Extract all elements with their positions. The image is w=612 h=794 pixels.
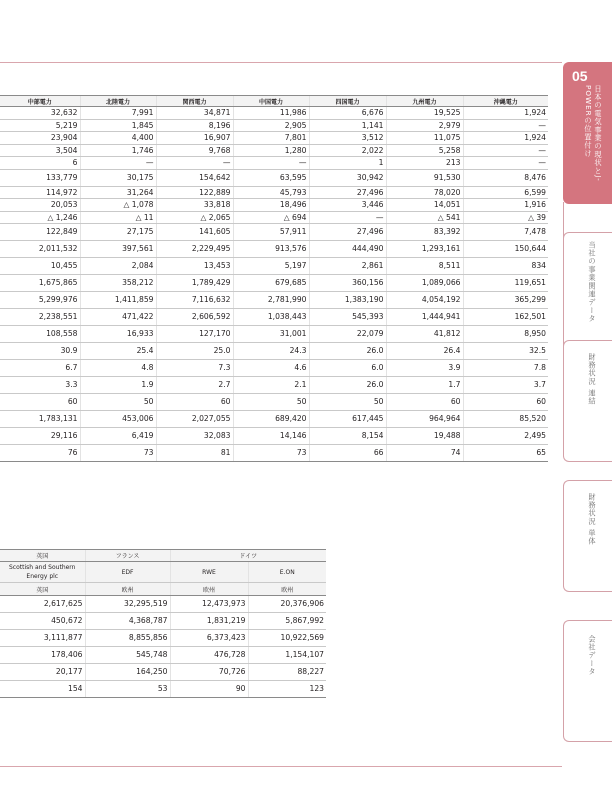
table-cell: 3,111,877 [0, 630, 85, 647]
table-cell: 2.1 [233, 377, 309, 394]
table-cell: 964,964 [386, 411, 463, 428]
table-row [0, 199, 548, 212]
column-header: 北陸電力 [80, 96, 156, 107]
region-cell: 欧州 [170, 583, 248, 596]
table-cell: 20,053 [0, 199, 80, 212]
table-cell: 453,006 [80, 411, 156, 428]
region-cell: 欧州 [85, 583, 170, 596]
region-header-row [0, 583, 326, 596]
table-cell: 162,501 [463, 309, 548, 326]
table-cell: 8,950 [463, 326, 548, 343]
table-cell: 3,504 [0, 144, 80, 157]
table-cell: 30,175 [80, 169, 156, 186]
table-cell: 122,849 [0, 224, 80, 241]
table-cell: 25.4 [80, 343, 156, 360]
table-cell: — [156, 157, 233, 170]
table-cell: 114,972 [0, 186, 80, 199]
table-row [0, 119, 548, 132]
table-cell: 7,116,632 [156, 292, 233, 309]
tab-number: 05 [572, 68, 588, 84]
table-cell: — [309, 211, 386, 224]
tab-financial-standalone[interactable] [563, 480, 612, 592]
table-cell: 6,599 [463, 186, 548, 199]
table-cell: 476,728 [170, 647, 248, 664]
table-row [0, 647, 326, 664]
table-cell: 119,651 [463, 275, 548, 292]
table-cell: 90 [170, 681, 248, 698]
tab-label: 当社の事業関連データ [588, 241, 597, 323]
table-cell: △ 1,078 [80, 199, 156, 212]
tab-company-data[interactable] [563, 620, 612, 742]
table-cell: △ 694 [233, 211, 309, 224]
table-cell: 60 [0, 394, 80, 411]
table-cell: 2,905 [233, 119, 309, 132]
table-row [0, 224, 548, 241]
table-cell: 6,373,423 [170, 630, 248, 647]
column-header: 沖縄電力 [463, 96, 548, 107]
table-cell: 73 [80, 445, 156, 462]
column-header: 九州電力 [386, 96, 463, 107]
table-cell: 450,672 [0, 613, 85, 630]
table-cell: 679,685 [233, 275, 309, 292]
table-cell: 41,812 [386, 326, 463, 343]
table-cell: 1,089,066 [386, 275, 463, 292]
table-cell: 27,496 [309, 224, 386, 241]
company-header-row [0, 562, 326, 583]
table-cell: 3.7 [463, 377, 548, 394]
table-cell: 2,229,495 [156, 241, 233, 258]
table-cell: 397,561 [80, 241, 156, 258]
table-cell: 78,020 [386, 186, 463, 199]
table-cell: 2,606,592 [156, 309, 233, 326]
table-cell: △ 1,246 [0, 211, 80, 224]
country-france: フランス [85, 550, 170, 562]
table-cell: 1.9 [80, 377, 156, 394]
table-cell: 4,368,787 [85, 613, 170, 630]
company-sse: Scottish and Southern Energy plc [0, 562, 85, 583]
table-cell: 26.0 [309, 377, 386, 394]
table-cell: 834 [463, 258, 548, 275]
company-edf: EDF [85, 562, 170, 583]
table-cell: 26.0 [309, 343, 386, 360]
table-cell: 6.0 [309, 360, 386, 377]
table-cell: 154,642 [156, 169, 233, 186]
table-cell: 11,986 [233, 107, 309, 120]
table-cell: 10,922,569 [248, 630, 326, 647]
table-cell: 1,141 [309, 119, 386, 132]
table-cell: 16,933 [80, 326, 156, 343]
table-cell: — [233, 157, 309, 170]
table-cell: 1,154,107 [248, 647, 326, 664]
table-cell: 6.7 [0, 360, 80, 377]
table-cell: 91,530 [386, 169, 463, 186]
table-cell: 5,867,992 [248, 613, 326, 630]
table-cell: 3,512 [309, 132, 386, 145]
table-cell: 24.3 [233, 343, 309, 360]
table-cell: 360,156 [309, 275, 386, 292]
overseas-utility-table [0, 549, 326, 698]
table-cell: 27,175 [80, 224, 156, 241]
table-cell: 88,227 [248, 664, 326, 681]
tab-05-japan-electric-industry[interactable] [563, 62, 612, 204]
table-cell: 2,011,532 [0, 241, 80, 258]
region-cell: 欧州 [248, 583, 326, 596]
table-cell: 1,280 [233, 144, 309, 157]
table-cell: 60 [386, 394, 463, 411]
tab-financial-consolidated[interactable] [563, 340, 612, 462]
table-cell: 913,576 [233, 241, 309, 258]
table-cell: 12,473,973 [170, 596, 248, 613]
table-cell: 5,258 [386, 144, 463, 157]
table-cell: 2,238,551 [0, 309, 80, 326]
table-cell: 1,916 [463, 199, 548, 212]
table-row [0, 211, 548, 224]
table-cell: 1 [309, 157, 386, 170]
table-row [0, 377, 548, 394]
table-cell: 50 [309, 394, 386, 411]
table-cell: 154 [0, 681, 85, 698]
table-cell: 3,446 [309, 199, 386, 212]
table-cell: 50 [233, 394, 309, 411]
table-cell: 471,422 [80, 309, 156, 326]
table-cell: 9,768 [156, 144, 233, 157]
table-cell: 1,783,131 [0, 411, 80, 428]
table-cell: 2,084 [80, 258, 156, 275]
country-germany: ドイツ [170, 550, 326, 562]
table-cell: 141,605 [156, 224, 233, 241]
country-header-row [0, 550, 326, 562]
table-cell: 2,495 [463, 428, 548, 445]
table-cell: 178,406 [0, 647, 85, 664]
table-cell: 14,051 [386, 199, 463, 212]
table-row [0, 169, 548, 186]
table-row [0, 664, 326, 681]
table-cell: 81 [156, 445, 233, 462]
table-cell: 8,855,856 [85, 630, 170, 647]
table-row [0, 445, 548, 462]
table-row [0, 132, 548, 145]
table-cell: 30.9 [0, 343, 80, 360]
top-rule [0, 62, 562, 63]
tab-label: 日本の電気事業の現状とJ-POWERの位置付け [584, 85, 603, 182]
table-cell: 6,676 [309, 107, 386, 120]
table-row [0, 309, 548, 326]
table-cell: 1,789,429 [156, 275, 233, 292]
table-row [0, 411, 548, 428]
table-cell: 1,675,865 [0, 275, 80, 292]
table-cell: △ 2,065 [156, 211, 233, 224]
table-cell: 63,595 [233, 169, 309, 186]
table-row [0, 681, 326, 698]
table-cell: 150,644 [463, 241, 548, 258]
table-cell: 60 [156, 394, 233, 411]
region-cell: 英国 [0, 583, 85, 596]
bottom-rule [0, 766, 562, 767]
company-eon: E.ON [248, 562, 326, 583]
table-cell: 1,038,443 [233, 309, 309, 326]
column-header: 関西電力 [156, 96, 233, 107]
table-cell: 4.6 [233, 360, 309, 377]
table-cell: — [463, 144, 548, 157]
table-cell: 10,455 [0, 258, 80, 275]
table-row [0, 186, 548, 199]
table-cell: 32.5 [463, 343, 548, 360]
table-cell: 5,219 [0, 119, 80, 132]
utility-comparison-table [0, 95, 548, 462]
tab-label: 会社データ [588, 635, 597, 676]
table-cell: 33,818 [156, 199, 233, 212]
table-cell: 365,299 [463, 292, 548, 309]
table-cell: 2,617,625 [0, 596, 85, 613]
table-cell: 32,083 [156, 428, 233, 445]
table-cell: 50 [80, 394, 156, 411]
table-cell: 60 [463, 394, 548, 411]
tab-label: 財務状況 単体 [588, 493, 597, 546]
table-cell: 2,979 [386, 119, 463, 132]
table-cell: 7,991 [80, 107, 156, 120]
table-cell: 30,942 [309, 169, 386, 186]
country-uk: 英国 [0, 550, 85, 562]
table-cell: 123 [248, 681, 326, 698]
table-cell: 20,376,906 [248, 596, 326, 613]
table-cell: 27,496 [309, 186, 386, 199]
table-cell: — [463, 157, 548, 170]
table-cell: △ 39 [463, 211, 548, 224]
table-cell: 8,511 [386, 258, 463, 275]
table-cell: 1,444,941 [386, 309, 463, 326]
table-cell: 2,861 [309, 258, 386, 275]
table-cell: 617,445 [309, 411, 386, 428]
table-cell: 358,212 [80, 275, 156, 292]
table-cell: △ 541 [386, 211, 463, 224]
table-cell: 545,748 [85, 647, 170, 664]
table-cell: 65 [463, 445, 548, 462]
table-cell: — [463, 119, 548, 132]
table-cell: 1,831,219 [170, 613, 248, 630]
table-cell: 5,299,976 [0, 292, 80, 309]
table-cell: 73 [233, 445, 309, 462]
table-row [0, 275, 548, 292]
table-row [0, 241, 548, 258]
table-cell: 108,558 [0, 326, 80, 343]
table-cell: 1,383,190 [309, 292, 386, 309]
table-cell: 7,801 [233, 132, 309, 145]
table-row [0, 428, 548, 445]
table-cell: 3.3 [0, 377, 80, 394]
table-cell: 8,476 [463, 169, 548, 186]
table-cell: 3.9 [386, 360, 463, 377]
table-cell: 1.7 [386, 377, 463, 394]
table-cell: 70,726 [170, 664, 248, 681]
table-cell: 2,027,055 [156, 411, 233, 428]
table-cell: 45,793 [233, 186, 309, 199]
table-cell: 689,420 [233, 411, 309, 428]
table-header-row [0, 96, 548, 107]
table-row [0, 258, 548, 275]
section-sidebar [563, 62, 612, 794]
table-row [0, 630, 326, 647]
table-cell: 25.0 [156, 343, 233, 360]
table-row [0, 343, 548, 360]
table-cell: 26.4 [386, 343, 463, 360]
table-cell: — [80, 157, 156, 170]
table-cell: 7,478 [463, 224, 548, 241]
table-cell: 18,496 [233, 199, 309, 212]
table-cell: 2.7 [156, 377, 233, 394]
table-cell: 19,525 [386, 107, 463, 120]
table-row [0, 107, 548, 120]
table-cell: 23,904 [0, 132, 80, 145]
table-cell: 127,170 [156, 326, 233, 343]
table-cell: 53 [85, 681, 170, 698]
table-cell: 213 [386, 157, 463, 170]
table-cell: 74 [386, 445, 463, 462]
table-cell: 22,079 [309, 326, 386, 343]
table-row [0, 394, 548, 411]
table-row [0, 326, 548, 343]
table-body [0, 596, 326, 698]
table-cell: 2,022 [309, 144, 386, 157]
table-cell: 11,075 [386, 132, 463, 145]
table-cell: 1,924 [463, 107, 548, 120]
table-body [0, 107, 548, 462]
table-cell: 16,907 [156, 132, 233, 145]
table-cell: 2,781,990 [233, 292, 309, 309]
table-cell: 8,154 [309, 428, 386, 445]
table-cell: 1,293,161 [386, 241, 463, 258]
table-cell: 444,490 [309, 241, 386, 258]
table-cell: 7.3 [156, 360, 233, 377]
table-cell: 66 [309, 445, 386, 462]
table-cell: 85,520 [463, 411, 548, 428]
table-cell: 31,001 [233, 326, 309, 343]
table-cell: 4.8 [80, 360, 156, 377]
table-cell: 7.8 [463, 360, 548, 377]
table-cell: 32,295,519 [85, 596, 170, 613]
table-cell: 13,453 [156, 258, 233, 275]
table-cell: 1,924 [463, 132, 548, 145]
tab-label: 財務状況 連結 [588, 353, 597, 406]
table-row [0, 157, 548, 170]
table-cell: 20,177 [0, 664, 85, 681]
table-cell: 31,264 [80, 186, 156, 199]
column-header: 中部電力 [0, 96, 80, 107]
table-cell: 19,488 [386, 428, 463, 445]
table-cell: 4,054,192 [386, 292, 463, 309]
column-header: 中国電力 [233, 96, 309, 107]
table-row [0, 596, 326, 613]
table-cell: 545,393 [309, 309, 386, 326]
company-rwe: RWE [170, 562, 248, 583]
table-row [0, 144, 548, 157]
table-cell: △ 11 [80, 211, 156, 224]
table-cell: 5,197 [233, 258, 309, 275]
table-cell: 1,411,859 [80, 292, 156, 309]
table-cell: 4,400 [80, 132, 156, 145]
table-cell: 164,250 [85, 664, 170, 681]
table-cell: 1,845 [80, 119, 156, 132]
table-cell: 32,632 [0, 107, 80, 120]
table-cell: 6,419 [80, 428, 156, 445]
table-cell: 122,889 [156, 186, 233, 199]
table-cell: 34,871 [156, 107, 233, 120]
table-cell: 6 [0, 157, 80, 170]
table-cell: 1,746 [80, 144, 156, 157]
table-cell: 8,196 [156, 119, 233, 132]
table-cell: 133,779 [0, 169, 80, 186]
column-header: 四国電力 [309, 96, 386, 107]
table-cell: 14,146 [233, 428, 309, 445]
table-cell: 83,392 [386, 224, 463, 241]
table-row [0, 613, 326, 630]
table-row [0, 292, 548, 309]
table-row [0, 360, 548, 377]
table-cell: 76 [0, 445, 80, 462]
table-cell: 29,116 [0, 428, 80, 445]
table-cell: 57,911 [233, 224, 309, 241]
